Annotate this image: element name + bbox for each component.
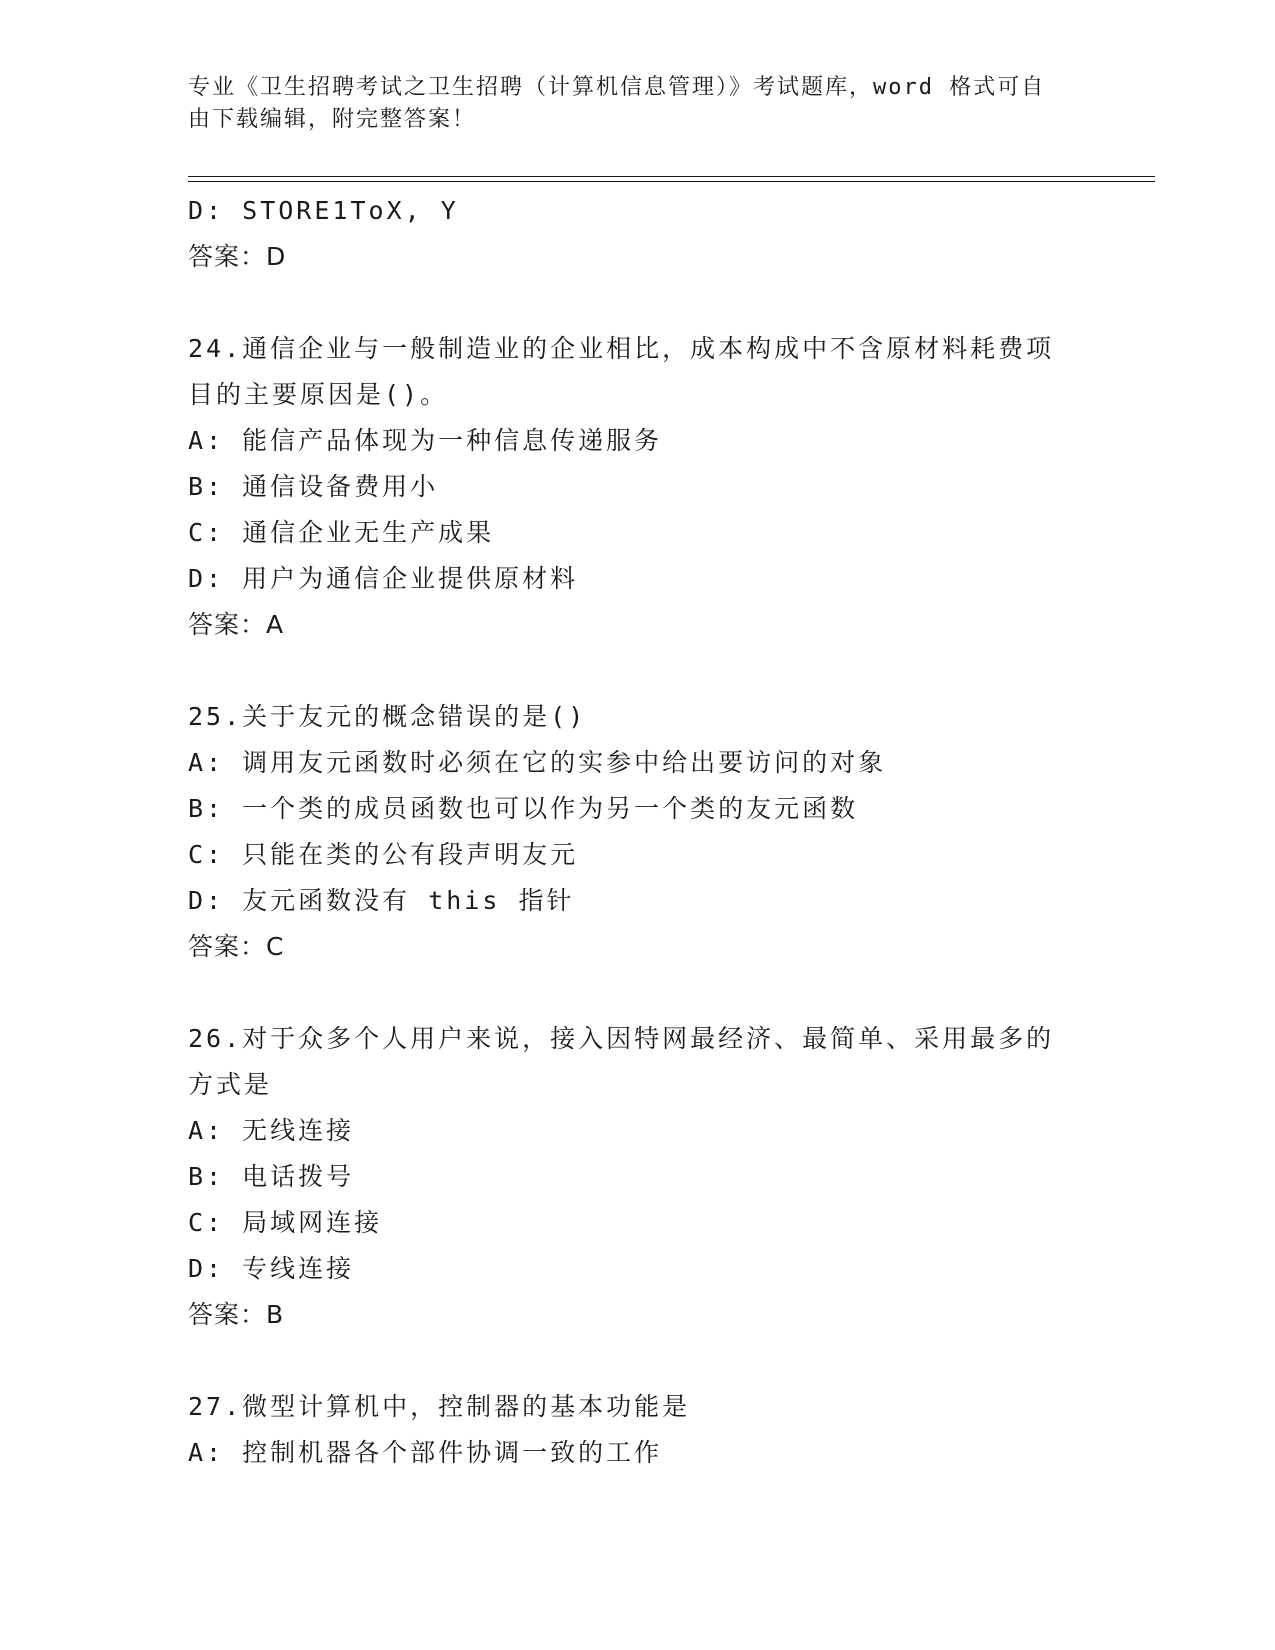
header-line-2: 由下载编辑，附完整答案！: [188, 107, 477, 132]
question-24: [188, 326, 1088, 648]
option-d: D: 用户为通信企业提供原材料: [188, 564, 579, 593]
option-b: B: 通信设备费用小: [188, 472, 439, 501]
header-rule-bottom: [188, 181, 1155, 182]
option-b: B: 一个类的成员函数也可以作为另一个类的友元函数: [188, 794, 859, 823]
option-b: B: 电话拨号: [188, 1162, 355, 1191]
header-line-1: 专业《卫生招聘考试之卫生招聘（计算机信息管理）》考试题库，word 格式可自: [188, 75, 1046, 100]
answer: 答案：A: [188, 610, 285, 639]
header-rule-top: [188, 176, 1155, 177]
prev-question: [188, 188, 1088, 280]
question-stem: 24.通信企业与一般制造业的企业相比，成本构成中不含原材料耗费项: [188, 334, 1055, 363]
question-list: [188, 188, 1088, 1476]
answer: 答案：B: [188, 1300, 285, 1329]
question-26: [188, 1016, 1088, 1338]
question-stem-continued: 方式是: [188, 1070, 273, 1099]
option-a: A: 控制机器各个部件协调一致的工作: [188, 1438, 663, 1467]
option-c: C: 只能在类的公有段声明友元: [188, 840, 579, 869]
option-d: D: 友元函数没有 this 指针: [188, 886, 575, 915]
document-header: [188, 72, 1088, 136]
question-27: [188, 1384, 1088, 1476]
option-a: A: 调用友元函数时必须在它的实参中给出要访问的对象: [188, 748, 887, 777]
option-a: A: 能信产品体现为一种信息传递服务: [188, 426, 663, 455]
option-c: C: 局域网连接: [188, 1208, 383, 1237]
answer: 答案：C: [188, 932, 285, 961]
question-stem: 26.对于众多个人用户来说，接入因特网最经济、最简单、采用最多的: [188, 1024, 1055, 1053]
question-stem-continued: 目的主要原因是()。: [188, 380, 449, 409]
question-stem: 25.关于友元的概念错误的是(): [188, 702, 587, 731]
option-d: D: STORE1ToX, Y: [188, 196, 459, 225]
answer: 答案：D: [188, 242, 287, 271]
option-c: C: 通信企业无生产成果: [188, 518, 495, 547]
question-stem: 27.微型计算机中，控制器的基本功能是: [188, 1392, 691, 1421]
option-d: D: 专线连接: [188, 1254, 355, 1283]
question-25: [188, 694, 1088, 970]
option-a: A: 无线连接: [188, 1116, 355, 1145]
